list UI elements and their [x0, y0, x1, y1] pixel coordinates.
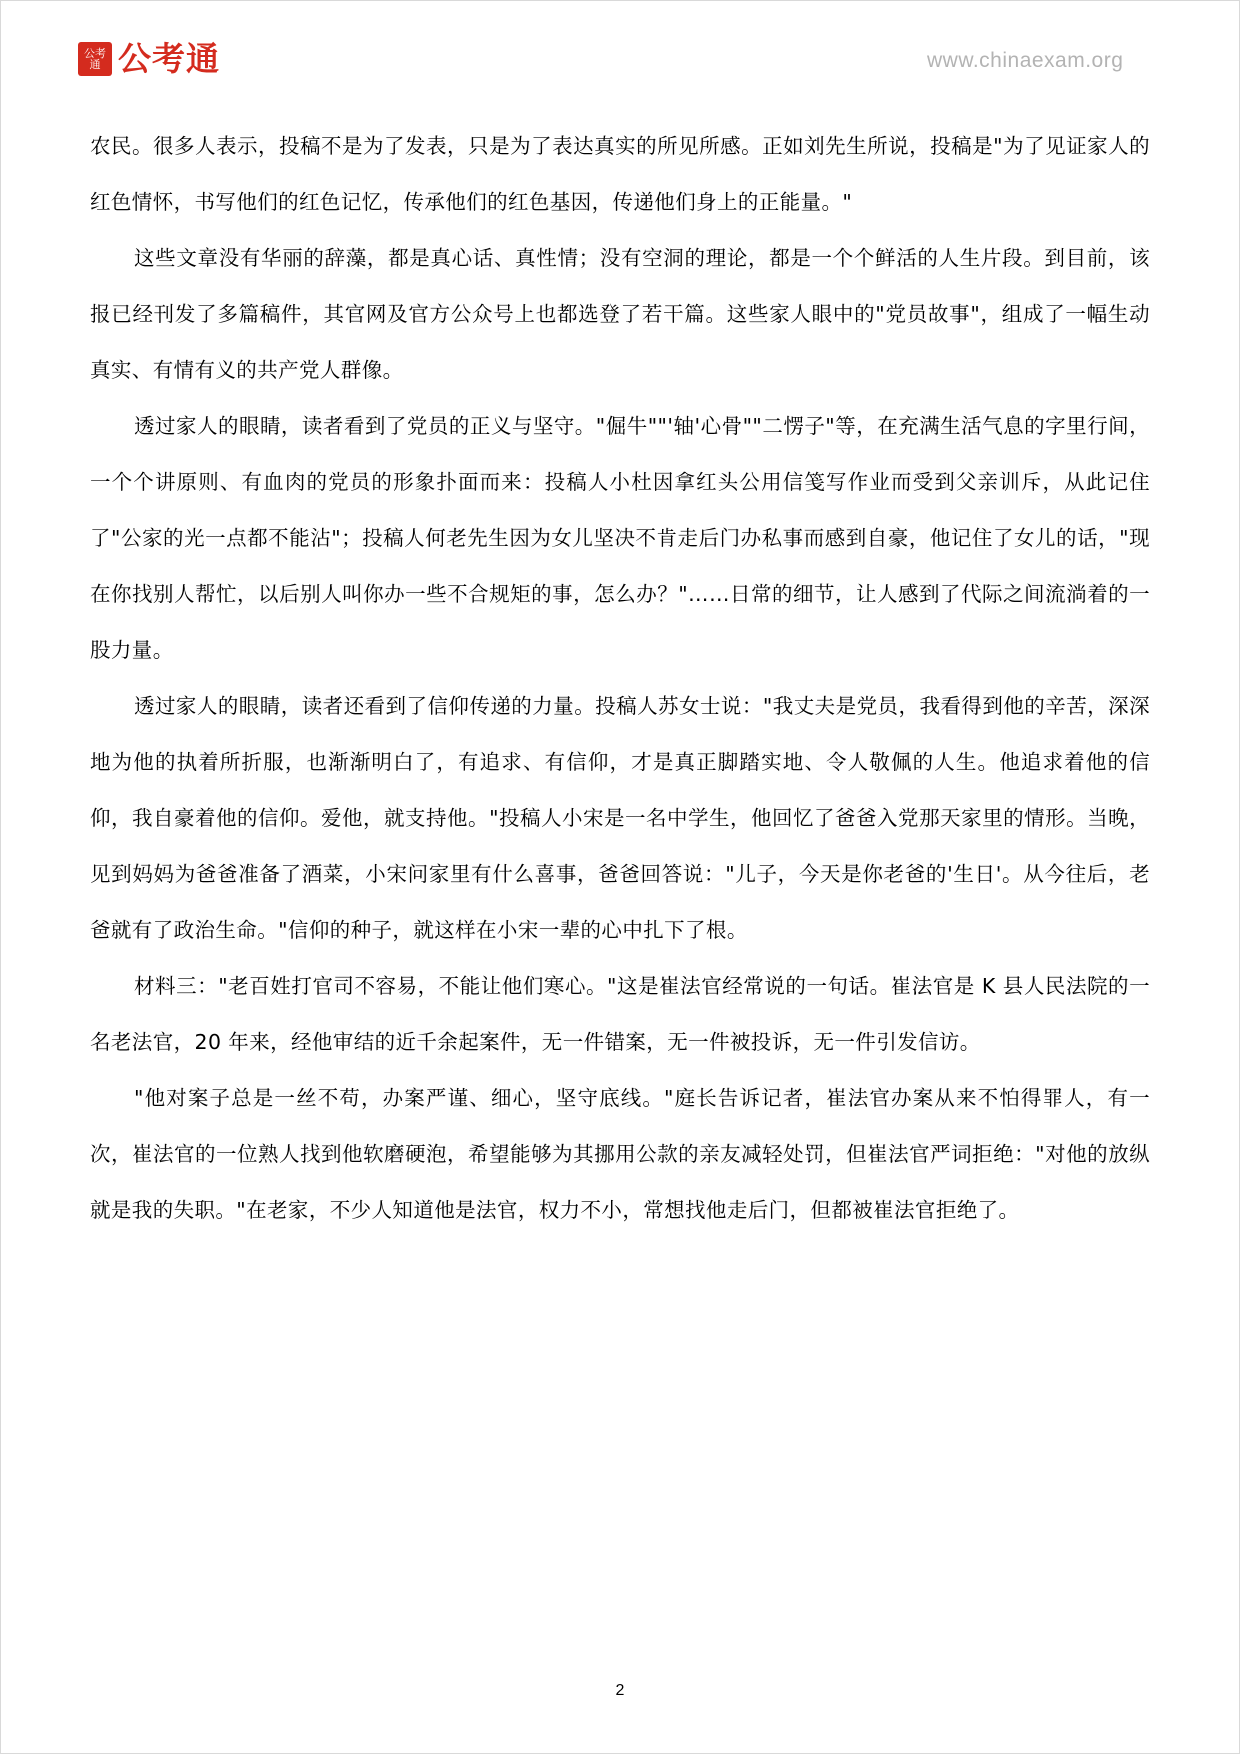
site-url: www.chinaexam.org: [927, 49, 1124, 72]
logo-badge-line2: 通: [89, 58, 101, 71]
brand-logo: [78, 39, 220, 78]
paragraph: 透过家人的眼睛，读者还看到了信仰传递的力量。投稿人苏女士说："我丈夫是党员，我看得到他的辛苦，深深地为他的执着所折服，也渐渐明白了，有追求、有信仰，才是真正脚踏实地、令人敬佩的人生。他追求着他的信仰，我自豪着他的信仰。爱他，就支持他。"投稿人小宋是一名中学生，他回忆了爸爸入党那天家里的情形。当晚，见到妈妈为爸爸准备了酒菜，小宋问家里有什么喜事，爸爸回答说："儿子，今天是你老爸的'生日'。从今往后，老爸就有了政治生命。"信仰的种子，就这样在小宋一辈的心中扎下了根。: [90, 694, 1150, 942]
paragraph: 材料三："老百姓打官司不容易，不能让他们寒心。"这是崔法官经常说的一句话。崔法官是 K 县人民法院的一名老法官，20 年来，经他审结的近千余起案件，无一件错案，无一件被投诉，无一件引发信访。: [90, 974, 1150, 1054]
page-header: [78, 39, 1162, 90]
paragraph: 透过家人的眼睛，读者看到了党员的正义与坚守。"倔牛""'轴'心骨""二愣子"等，在充满生活气息的字里行间，一个个讲原则、有血肉的党员的形象扑面而来：投稿人小杜因拿红头公用信笺写作业而受到父亲训斥，从此记住了"公家的光一点都不能沾"；投稿人何老先生因为女儿坚决不肯走后门办私事而感到自豪，他记住了女儿的话，"现在你找别人帮忙，以后别人叫你办一些不合规矩的事，怎么办？"……日常的细节，让人感到了代际之间流淌着的一股力量。: [90, 414, 1150, 662]
logo-badge-line1: 公考: [84, 47, 106, 60]
paragraph: "他对案子总是一丝不苟，办案严谨、细心，坚守底线。"庭长告诉记者，崔法官办案从来不怕得罪人，有一次，崔法官的一位熟人找到他软磨硬泡，希望能够为其挪用公款的亲友减轻处罚，但崔法官严词拒绝："对他的放纵就是我的失职。"在老家，不少人知道他是法官，权力不小，常想找他走后门，但都被崔法官拒绝了。: [90, 1086, 1150, 1222]
paragraph: 农民。很多人表示，投稿不是为了发表，只是为了表达真实的所见所感。正如刘先生所说，投稿是"为了见证家人的红色情怀，书写他们的红色记忆，传承他们的红色基因，传递他们身上的正能量。": [90, 134, 1150, 214]
page-number: 2: [615, 1682, 625, 1699]
paragraph: 这些文章没有华丽的辞藻，都是真心话、真性情；没有空洞的理论，都是一个个鲜活的人生片段。到目前，该报已经刊发了多篇稿件，其官网及官方公众号上也都选登了若干篇。这些家人眼中的"党员故事"，组成了一幅生动真实、有情有义的共产党人群像。: [90, 246, 1150, 382]
logo-text: 公考通: [118, 39, 220, 78]
logo-badge-icon: [78, 42, 112, 76]
document-body: [90, 118, 1150, 1238]
